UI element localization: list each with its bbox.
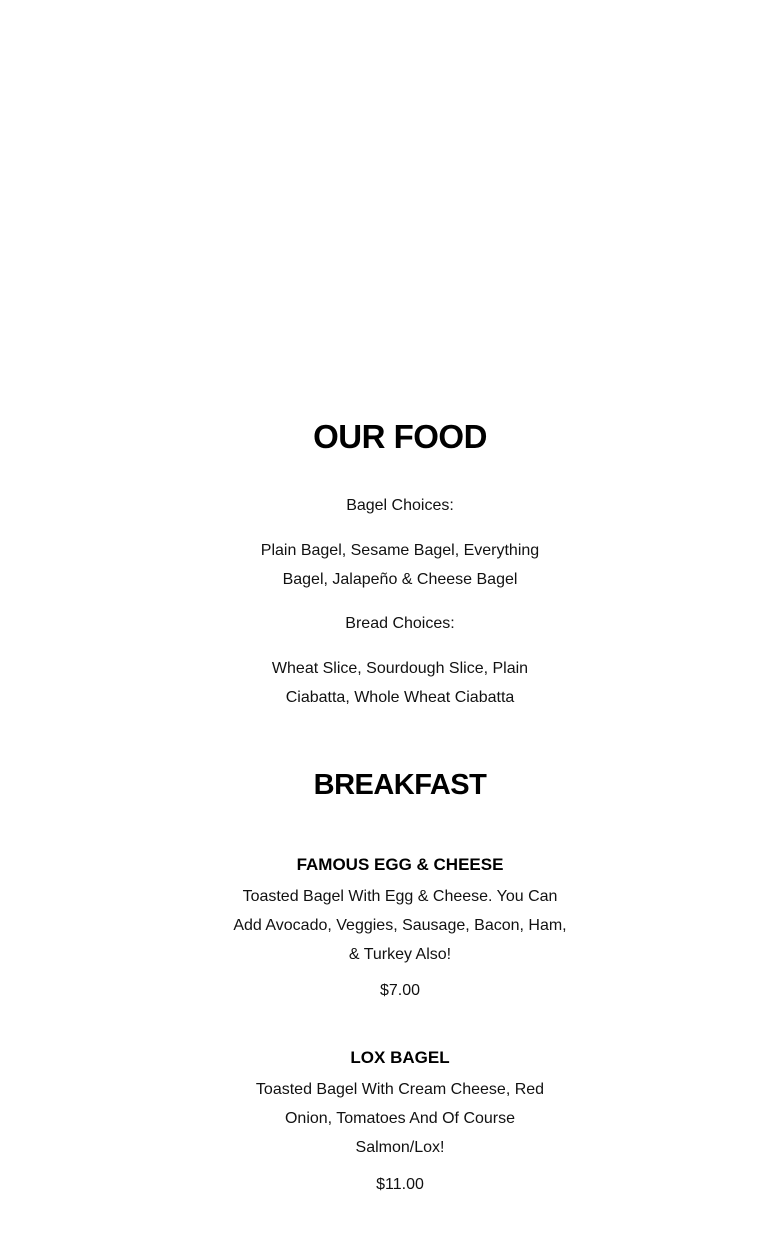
menu-item-price: $11.00	[376, 1176, 424, 1193]
our-food-heading: OUR FOOD	[313, 418, 487, 455]
bagel-choices-label: Bagel Choices:	[346, 497, 454, 514]
bagel-choices-list: Plain Bagel, Sesame Bagel, Everything Bagel, Jalapeño & Cheese Bagel	[260, 542, 540, 588]
bread-choices-list: Wheat Slice, Sourdough Slice, Plain Ciabatta, Whole Wheat Ciabatta	[271, 660, 529, 706]
menu-item-price: $7.00	[379, 982, 421, 999]
menu-item-description: Toasted Bagel With Cream Cheese, Red Onion, Tomatoes And Of Course Salmon/Lox!	[255, 1081, 545, 1156]
menu-item-name: LOX BAGEL	[350, 1048, 450, 1067]
breakfast-heading: BREAKFAST	[313, 769, 487, 801]
menu-item-name: FAMOUS EGG & CHEESE	[296, 855, 504, 874]
menu-item-description: Toasted Bagel With Egg & Cheese. You Can Add Avocado, Veggies, Sausage, Bacon, Ham, & Turkey Also!	[233, 888, 567, 963]
bread-choices-label: Bread Choices:	[345, 615, 455, 632]
